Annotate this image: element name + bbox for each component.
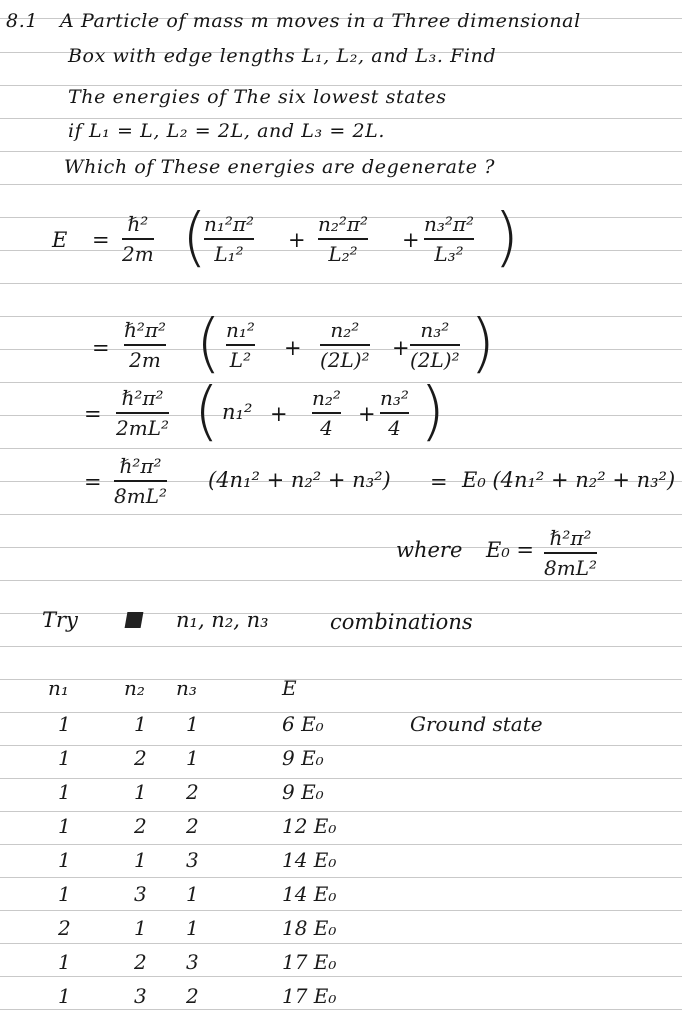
problem-line-3: The energies of The six lowest states — [68, 86, 447, 108]
cell-n1: 2 — [58, 916, 71, 940]
cell-n3: 2 — [186, 814, 199, 838]
e0-numerator: ℏ²π² — [549, 526, 592, 550]
e0-label: E₀ = — [486, 538, 535, 562]
fraction-bar — [226, 344, 255, 346]
step4-prefactor — [114, 454, 167, 508]
close-paren: ) — [494, 201, 519, 275]
equals-sign: = — [84, 402, 102, 426]
term3-denominator: L₃² — [434, 242, 464, 266]
term1-numerator: n₁²π² — [204, 212, 255, 236]
step3-term3-denominator: 4 — [388, 416, 401, 440]
step2-term3-numerator: n₃² — [420, 318, 450, 342]
fraction-bar — [116, 412, 169, 414]
cell-n3: 3 — [186, 848, 199, 872]
plus-sign: + — [392, 336, 410, 360]
fraction-bar — [114, 480, 167, 482]
step3-prefactor-numerator: ℏ²π² — [121, 386, 164, 410]
term2-denominator: L₂² — [328, 242, 358, 266]
cell-n1: 1 — [58, 814, 71, 838]
problem-line-4: if L₁ = L, L₂ = 2L, and L₃ = 2L. — [68, 120, 386, 142]
prefactor-fraction — [122, 212, 154, 266]
equals-sign: = — [84, 470, 102, 494]
cell-n2: 1 — [134, 780, 147, 804]
cell-energy: 14 E₀ — [282, 882, 337, 906]
step3-prefactor — [116, 386, 169, 440]
plus-sign: + — [270, 402, 288, 426]
term2-numerator: n₂²π² — [318, 212, 369, 236]
step4-body: (4n₁² + n₂² + n₃²) — [208, 468, 391, 492]
step4-result: E₀ (4n₁² + n₂² + n₃²) — [462, 468, 676, 492]
cell-n2: 2 — [134, 950, 147, 974]
cell-n1: 1 — [58, 746, 71, 770]
cell-energy: 14 E₀ — [282, 848, 337, 872]
equals-sign: = — [430, 470, 448, 494]
term3-fraction — [424, 212, 474, 266]
energy-symbol: E — [52, 228, 68, 252]
header-energy: E — [282, 676, 297, 700]
close-paren: ) — [470, 307, 495, 381]
problem-line-5: Which of These energies are degenerate ? — [64, 156, 496, 178]
step2-term1-numerator: n₁² — [226, 318, 255, 342]
plus-sign: + — [358, 402, 376, 426]
plus-sign: + — [288, 228, 306, 252]
term1-fraction — [204, 212, 254, 266]
fraction-bar — [122, 238, 154, 240]
step3-term3 — [380, 386, 409, 440]
cell-n2: 2 — [134, 746, 147, 770]
step2-prefactor-numerator: ℏ²π² — [124, 318, 167, 342]
cell-energy: 12 E₀ — [282, 814, 337, 838]
problem-line-1: A Particle of mass m moves in a Three dimensional — [60, 10, 581, 32]
cell-n2: 1 — [134, 916, 147, 940]
header-n2: n₂ — [124, 676, 145, 700]
step2-prefactor — [124, 318, 166, 372]
cell-energy: 9 E₀ — [282, 780, 324, 804]
cell-n1: 1 — [58, 984, 71, 1008]
step2-term2-denominator: (2L)² — [320, 348, 370, 372]
plus-sign: + — [402, 228, 420, 252]
step3-term2-denominator: 4 — [320, 416, 333, 440]
fraction-bar — [544, 552, 597, 554]
step4-prefactor-denominator: 8mL² — [114, 484, 167, 508]
step3-term2 — [312, 386, 341, 440]
cell-n2: 3 — [134, 882, 147, 906]
step2-term1-denominator: L² — [229, 348, 252, 372]
step4-prefactor-numerator: ℏ²π² — [119, 454, 162, 478]
fraction-bar — [312, 412, 341, 414]
open-paren: ( — [196, 307, 221, 381]
open-paren: ( — [182, 201, 207, 275]
step2-term3-denominator: (2L)² — [410, 348, 460, 372]
cell-n2: 3 — [134, 984, 147, 1008]
cell-energy: 18 E₀ — [282, 916, 337, 940]
cell-n2: 1 — [134, 712, 147, 736]
where-label: where — [396, 538, 463, 562]
equals-sign: = — [92, 336, 110, 360]
fraction-bar — [124, 344, 166, 346]
e0-denominator: 8mL² — [544, 556, 597, 580]
fraction-bar — [204, 238, 254, 240]
step2-term3 — [410, 318, 460, 372]
step2-prefactor-denominator: 2m — [129, 348, 161, 372]
problem-number: 8.1 — [6, 10, 39, 32]
step3-prefactor-denominator: 2mL² — [116, 416, 169, 440]
problem-line-2: Box with edge lengths L₁, L₂, and L₃. Find — [68, 45, 497, 67]
cell-n3: 1 — [186, 882, 199, 906]
cell-n2: 1 — [134, 848, 147, 872]
equals-sign: = — [92, 228, 110, 252]
term1-denominator: L₁² — [214, 242, 244, 266]
fraction-bar — [318, 238, 368, 240]
term2-fraction — [318, 212, 368, 266]
header-n1: n₁ — [48, 676, 69, 700]
cell-n3: 2 — [186, 984, 199, 1008]
cell-n3: 3 — [186, 950, 199, 974]
e0-fraction — [544, 526, 597, 580]
cell-n1: 1 — [58, 882, 71, 906]
fraction-bar — [424, 238, 474, 240]
cell-energy: 6 E₀ — [282, 712, 324, 736]
combinations-label: combinations — [330, 610, 473, 634]
cell-n3: 1 — [186, 746, 199, 770]
step3-term1: n₁² — [222, 400, 253, 424]
header-n3: n₃ — [176, 676, 197, 700]
cell-energy: 17 E₀ — [282, 950, 337, 974]
cell-n1: 1 — [58, 848, 71, 872]
step3-term3-numerator: n₃² — [380, 386, 409, 410]
term3-numerator: n₃²π² — [424, 212, 475, 236]
prefactor-denominator: 2m — [122, 242, 154, 266]
cell-n3: 1 — [186, 712, 199, 736]
cell-n3: 1 — [186, 916, 199, 940]
cell-n1: 1 — [58, 950, 71, 974]
cell-n1: 1 — [58, 712, 71, 736]
step2-term2 — [320, 318, 370, 372]
step3-term2-numerator: n₂² — [312, 386, 341, 410]
fraction-bar — [320, 344, 370, 346]
cell-energy: 9 E₀ — [282, 746, 324, 770]
close-paren: ) — [420, 375, 445, 449]
open-paren: ( — [194, 375, 219, 449]
cell-n3: 2 — [186, 780, 199, 804]
try-vars: n₁, n₂, n₃ — [176, 608, 269, 632]
step2-term1 — [226, 318, 255, 372]
scribble-icon — [125, 612, 144, 628]
cell-n2: 2 — [134, 814, 147, 838]
fraction-bar — [380, 412, 409, 414]
plus-sign: + — [284, 336, 302, 360]
step2-term2-numerator: n₂² — [330, 318, 360, 342]
fraction-bar — [410, 344, 460, 346]
cell-energy: 17 E₀ — [282, 984, 337, 1008]
row-note: Ground state — [410, 712, 543, 736]
cell-n1: 1 — [58, 780, 71, 804]
try-label: Try — [42, 608, 78, 632]
prefactor-numerator: ℏ² — [127, 212, 149, 236]
